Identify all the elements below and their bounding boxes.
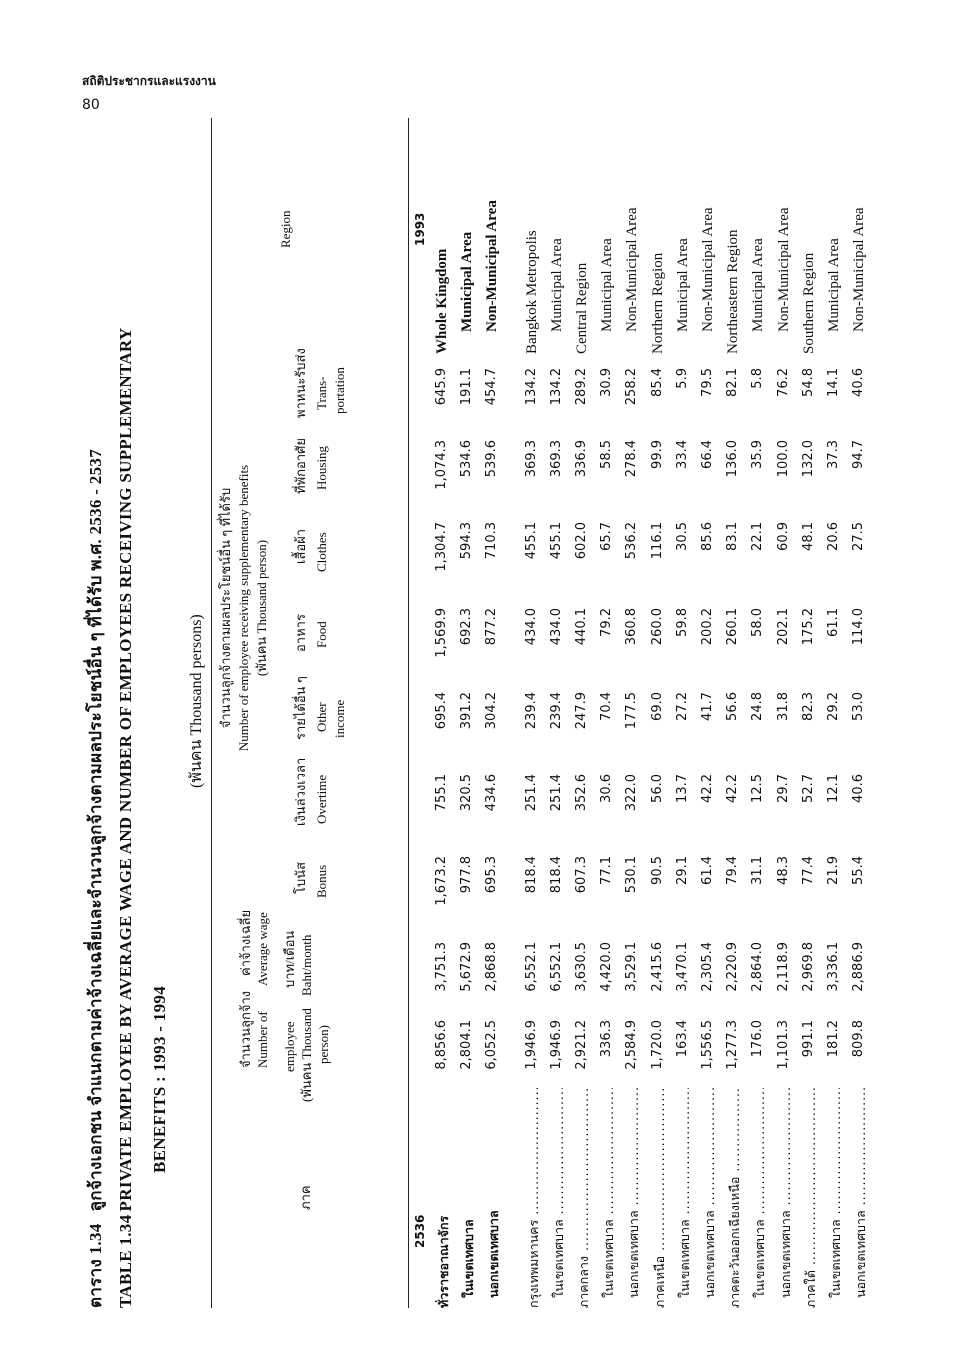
cell-value: 991.1	[800, 1020, 816, 1058]
cell-value: 53.0	[851, 692, 867, 721]
row-label-english: Northeastern Region	[725, 229, 742, 354]
cell-value: 29.7	[775, 774, 791, 803]
table-row	[549, 118, 571, 1308]
cell-value: 70.4	[599, 692, 615, 721]
cell-value: 260.1	[725, 608, 741, 646]
cell-value: 27.5	[851, 522, 867, 551]
cell-value: 434.0	[548, 608, 564, 646]
cell-value: 48.1	[800, 522, 816, 551]
cell-value: 977.8	[459, 856, 475, 894]
table-title-english	[116, 328, 136, 1308]
cell-value: 30.5	[674, 522, 690, 551]
cell-value: 83.1	[725, 522, 741, 551]
table-row	[725, 118, 747, 1308]
cell-value: 54.8	[800, 368, 816, 397]
cell-value: 202.1	[775, 608, 791, 646]
cell-value: 2,868.8	[484, 942, 500, 992]
header-employee-en-3: (พันคน Thousand	[299, 1008, 314, 1102]
cell-value: 177.5	[624, 692, 640, 730]
cell-value: 2,118.9	[775, 942, 791, 992]
cell-value: 29.1	[674, 856, 690, 885]
header-transport-en-2: portation	[332, 367, 347, 414]
cell-value: 200.2	[700, 608, 715, 646]
cell-value: 12.1	[826, 774, 841, 803]
cell-value: 61.4	[700, 856, 715, 885]
cell-value: 2,220.9	[725, 942, 741, 992]
row-label-thai: ภาคกลาง .....	[574, 1088, 594, 1308]
table-row	[750, 118, 772, 1308]
cell-value: 534.6	[459, 440, 475, 478]
cell-value: 3,529.1	[624, 942, 640, 992]
cell-value: 369.3	[548, 440, 564, 478]
header-clothes-thai: เสื้อผ้า	[293, 528, 308, 564]
row-label-thai: ในเขตเทศบาล .....	[826, 1088, 846, 1308]
top-rule	[211, 118, 212, 1308]
cell-value: 116.1	[649, 522, 665, 560]
header-group-thai: จำนวนลูกจ้างตามผลประโยชน์อื่น ๆ ที่ได้รับ	[218, 487, 233, 729]
cell-value: 22.1	[750, 522, 766, 551]
cell-value: 55.4	[851, 856, 867, 885]
cell-value: 77.4	[800, 856, 816, 885]
cell-value: 3,751.3	[434, 942, 449, 992]
table-row	[624, 118, 646, 1308]
cell-value: 56.0	[649, 774, 665, 803]
cell-value: 52.7	[800, 774, 816, 803]
cell-value: 3,630.5	[574, 942, 589, 992]
cell-value: 134.2	[523, 368, 539, 406]
header-other-en-1: Other	[314, 702, 329, 732]
cell-value: 79.2	[599, 608, 615, 637]
row-label-thai: ทั่วราชอาณาจักร	[436, 1215, 451, 1308]
cell-value: 239.4	[523, 692, 539, 730]
row-label-thai: นอกเขตเทศบาล .....	[700, 1088, 720, 1308]
table-row	[776, 118, 798, 1308]
row-label-thai: ภาคตะวันออกเฉียงเหนือ .....	[725, 1088, 745, 1308]
row-label-english: Northern Region	[649, 252, 666, 354]
cell-value: 260.0	[649, 608, 665, 646]
cell-value: 251.4	[548, 774, 564, 812]
cell-value: 2,864.0	[750, 942, 766, 992]
cell-value: 6,552.1	[523, 942, 539, 992]
cell-value: 336.9	[574, 440, 589, 478]
cell-value: 289.2	[574, 368, 589, 406]
header-region-en: Region	[278, 210, 293, 248]
header-bonus-en: Bonus	[314, 864, 329, 898]
cell-value: 58.0	[750, 608, 766, 637]
row-label-english: Non-Municipal Area	[851, 207, 868, 332]
cell-value: 818.4	[548, 856, 564, 894]
header-employee-thai: จำนวนลูกจ้าง	[238, 990, 253, 1068]
header-region-thai: ภาค	[298, 1185, 313, 1210]
cell-value: 40.6	[851, 368, 867, 397]
table-row	[700, 118, 722, 1308]
cell-value: 645.9	[434, 368, 449, 406]
cell-value: 13.7	[674, 774, 690, 803]
rotated-table-page	[78, 118, 898, 1308]
cell-value: 6,552.1	[548, 942, 564, 992]
cell-value: 94.7	[851, 440, 867, 469]
table-title-english-text: PRIVATE EMPLOYEE BY AVERAGE WAGE AND NUMBER OF EMPLOYEES RECEIVING SUPPLEMENTARY	[116, 327, 135, 1212]
row-label-english: Municipal Area	[750, 238, 767, 332]
cell-value: 37.3	[826, 440, 841, 469]
cell-value: 692.3	[459, 608, 475, 646]
cell-value: 239.4	[548, 692, 564, 730]
cell-value: 176.0	[750, 1020, 766, 1058]
cell-value: 48.3	[775, 856, 791, 885]
cell-value: 66.4	[700, 440, 715, 469]
cell-value: 69.0	[649, 692, 665, 721]
cell-value: 695.4	[434, 692, 449, 730]
table-row	[459, 118, 481, 1308]
cell-value: 58.5	[599, 440, 615, 469]
row-label-english: Southern Region	[800, 252, 817, 354]
cell-value: 191.1	[459, 368, 475, 406]
cell-value: 79.4	[725, 856, 741, 885]
cell-value: 100.0	[775, 440, 791, 478]
row-label-english: Municipal Area	[674, 238, 691, 332]
row-label-thai: ในเขตเทศบาล .....	[675, 1088, 695, 1308]
row-label-english: Municipal Area	[548, 238, 565, 332]
row-label-thai: นอกเขตเทศบาล .....	[776, 1088, 796, 1308]
cell-value: 5.9	[674, 368, 690, 389]
cell-value: 21.9	[826, 856, 841, 885]
header-bottom-rule	[408, 118, 409, 1308]
cell-value: 1,304.7	[434, 522, 449, 572]
row-label-english: Non-Municipal Area	[484, 200, 501, 332]
cell-value: 1,101.3	[775, 1020, 791, 1070]
cell-value: 322.0	[624, 774, 640, 812]
header-other-thai: รายได้อื่น ๆ	[293, 676, 308, 740]
cell-value: 455.1	[548, 522, 564, 560]
cell-value: 40.6	[851, 774, 867, 803]
cell-value: 76.2	[775, 368, 791, 397]
cell-value: 3,336.1	[826, 942, 841, 992]
cell-value: 82.3	[800, 692, 816, 721]
cell-value: 809.8	[851, 1020, 867, 1058]
cell-value: 136.0	[725, 440, 741, 478]
cell-value: 60.9	[775, 522, 791, 551]
cell-value: 818.4	[523, 856, 539, 894]
cell-value: 247.9	[574, 692, 589, 730]
table-row	[484, 118, 506, 1308]
cell-value: 59.8	[674, 608, 690, 637]
cell-value: 251.4	[523, 774, 539, 812]
row-label-thai: ในเขตเทศบาล .....	[750, 1088, 770, 1308]
header-transport-en-1: Trans-	[314, 376, 329, 410]
row-label-thai: นอกเขตเทศบาล	[486, 1210, 502, 1298]
cell-value: 31.8	[775, 692, 791, 721]
cell-value: 181.2	[826, 1020, 841, 1058]
table-row	[826, 118, 848, 1308]
row-label-thai: นอกเขตเทศบาล .....	[851, 1088, 871, 1308]
cell-value: 42.2	[700, 774, 715, 803]
cell-value: 1,720.0	[649, 1020, 665, 1070]
cell-value: 61.1	[826, 608, 841, 637]
cell-value: 20.6	[826, 522, 841, 551]
cell-value: 278.4	[624, 440, 640, 478]
header-wage-en-1: Average wage	[255, 912, 270, 986]
row-label-english: Non-Municipal Area	[624, 207, 641, 332]
cell-value: 82.1	[725, 368, 741, 397]
row-label-thai: ในเขตเทศบาล .....	[599, 1088, 619, 1308]
cell-value: 369.3	[523, 440, 539, 478]
cell-value: 175.2	[800, 608, 816, 646]
cell-value: 2,886.9	[851, 942, 867, 992]
page-number: 80	[82, 97, 100, 113]
cell-value: 30.6	[599, 774, 615, 803]
cell-value: 434.0	[523, 608, 539, 646]
row-label-english: Municipal Area	[459, 231, 476, 332]
row-label-english: Non-Municipal Area	[700, 207, 716, 332]
header-wage-en-2: บาท/เดือน	[282, 930, 297, 988]
cell-value: 65.7	[599, 522, 615, 551]
header-overtime-en: Overtime	[314, 774, 329, 824]
row-label-english: Municipal Area	[826, 238, 842, 332]
cell-value: 29.2	[826, 692, 841, 721]
cell-value: 434.6	[484, 774, 500, 812]
row-label-thai: ภาคเหนือ .....	[650, 1088, 670, 1308]
cell-value: 2,804.1	[459, 1020, 475, 1070]
table-row	[675, 118, 697, 1308]
cell-value: 710.3	[484, 522, 500, 560]
header-employee-en-1: Number of	[255, 1011, 270, 1068]
header-overtime-thai: เงินล่วงเวลา	[293, 757, 308, 826]
cell-value: 695.3	[484, 856, 500, 894]
cell-value: 35.9	[750, 440, 766, 469]
header-housing-en: Housing	[314, 445, 329, 490]
table-row	[650, 118, 672, 1308]
cell-value: 336.3	[599, 1020, 615, 1058]
cell-value: 539.6	[484, 440, 500, 478]
table-row	[524, 118, 546, 1308]
row-label-thai: ในเขตเทศบาล	[461, 1219, 477, 1298]
table-row	[851, 118, 873, 1308]
cell-value: 3,470.1	[674, 942, 690, 992]
header-group-unit: (พันคน Thousand person)	[254, 539, 269, 677]
row-label-english: Whole Kingdom	[434, 248, 450, 354]
header-transport-thai: พาหนะรับส่ง	[293, 348, 308, 418]
cell-value: 85.4	[649, 368, 665, 397]
row-label-thai: นอกเขตเทศบาล .....	[624, 1088, 644, 1308]
cell-value: 594.3	[459, 522, 475, 560]
cell-value: 24.8	[750, 692, 766, 721]
cell-value: 5,672.9	[459, 942, 475, 992]
cell-value: 114.0	[851, 608, 867, 646]
row-label-english: Non-Municipal Area	[775, 207, 792, 332]
cell-value: 2,584.9	[624, 1020, 640, 1070]
cell-value: 1,673.2	[434, 856, 449, 906]
row-label-english: Bangkok Metropolis	[523, 230, 540, 354]
cell-value: 1,556.5	[700, 1020, 715, 1070]
cell-value: 4,420.0	[599, 942, 615, 992]
table-row	[434, 118, 456, 1308]
cell-value: 320.5	[459, 774, 475, 812]
table-row	[574, 118, 596, 1308]
cell-value: 2,921.2	[574, 1020, 589, 1070]
header-wage-en-3: Baht/month	[299, 934, 314, 996]
row-label-thai: กรุงเทพมหานคร .....	[524, 1088, 544, 1308]
cell-value: 530.1	[624, 856, 640, 894]
header-bonus-thai: โบนัส	[293, 861, 308, 894]
cell-value: 30.9	[599, 368, 615, 397]
table-number-english: TABLE 1.34	[116, 1214, 135, 1308]
cell-value: 163.4	[674, 1020, 690, 1058]
table-number-thai: ตาราง 1.34	[86, 1223, 105, 1308]
cell-value: 27.2	[674, 692, 690, 721]
cell-value: 304.2	[484, 692, 500, 730]
cell-value: 2,415.6	[649, 942, 665, 992]
running-header-title: สถิติประชากรและแรงงาน	[82, 74, 216, 88]
cell-value: 455.1	[523, 522, 539, 560]
year-label-english: 1993	[413, 212, 427, 246]
cell-value: 877.2	[484, 608, 500, 646]
cell-value: 14.1	[826, 368, 841, 397]
row-label-english: Central Region	[574, 262, 590, 354]
row-label-thai: ในเขตเทศบาล .....	[549, 1088, 569, 1308]
row-label-english: Municipal Area	[599, 238, 616, 332]
cell-value: 77.1	[599, 856, 615, 885]
cell-value: 602.0	[574, 522, 589, 560]
cell-value: 33.4	[674, 440, 690, 469]
cell-value: 607.3	[574, 856, 589, 894]
header-group-en: Number of employee receiving supplementary benefits	[236, 464, 251, 752]
cell-value: 42.2	[725, 774, 741, 803]
header-housing-thai: ที่พักอาศัย	[293, 438, 308, 494]
table-row	[599, 118, 621, 1308]
cell-value: 1,946.9	[523, 1020, 539, 1070]
header-employee-en-2: employee	[282, 1021, 297, 1072]
table-title-thai	[82, 449, 109, 1308]
cell-value: 1,569.9	[434, 608, 449, 658]
header-employee-en-4: person)	[316, 1025, 331, 1064]
cell-value: 90.5	[649, 856, 665, 885]
header-clothes-en: Clothes	[314, 532, 329, 572]
cell-value: 41.7	[700, 692, 715, 721]
cell-value: 360.8	[624, 608, 640, 646]
cell-value: 1,277.3	[725, 1020, 741, 1070]
table-title-thai-text: ลูกจ้างเอกชน จำแนกตามค่าจ้างเฉลี่ยและจำนวนลูกจ้างตามผลประโยชน์อื่น ๆ ที่ได้รับ พ.ศ. 2536 - 2537	[86, 449, 105, 1212]
row-label-thai: ภาคใต้ .....	[801, 1088, 821, 1308]
cell-value: 31.1	[750, 856, 766, 885]
cell-value: 536.2	[624, 522, 640, 560]
year-label-thai: 2536	[413, 1214, 427, 1248]
cell-value: 12.5	[750, 774, 766, 803]
table-title-english-continued: BENEFITS : 1993 - 1994	[150, 985, 169, 1173]
cell-value: 352.6	[574, 774, 589, 812]
cell-value: 2,969.8	[800, 942, 816, 992]
cell-value: 1,946.9	[548, 1020, 564, 1070]
cell-value: 99.9	[649, 440, 665, 469]
cell-value: 132.0	[800, 440, 816, 478]
cell-value: 391.2	[459, 692, 475, 730]
cell-value: 85.6	[700, 522, 715, 551]
table-row	[801, 118, 823, 1308]
header-food-en: Food	[314, 621, 329, 648]
cell-value: 8,856.6	[434, 1020, 449, 1070]
cell-value: 134.2	[548, 368, 564, 406]
cell-value: 79.5	[700, 368, 715, 397]
cell-value: 6,052.5	[484, 1020, 500, 1070]
cell-value: 2,305.4	[700, 942, 715, 992]
cell-value: 755.1	[434, 774, 449, 812]
header-wage-thai: ค่าจ้างเฉลี่ย	[238, 909, 253, 976]
cell-value: 440.1	[574, 608, 589, 646]
header-food-thai: อาหาร	[293, 614, 308, 652]
table-unit: (พันคน Thousand persons)	[188, 614, 205, 788]
cell-value: 5.8	[750, 368, 766, 389]
cell-value: 1,074.3	[434, 440, 449, 490]
cell-value: 56.6	[725, 692, 741, 721]
cell-value: 258.2	[624, 368, 640, 406]
cell-value: 454.7	[484, 368, 500, 406]
header-other-en-2: income	[332, 699, 347, 738]
